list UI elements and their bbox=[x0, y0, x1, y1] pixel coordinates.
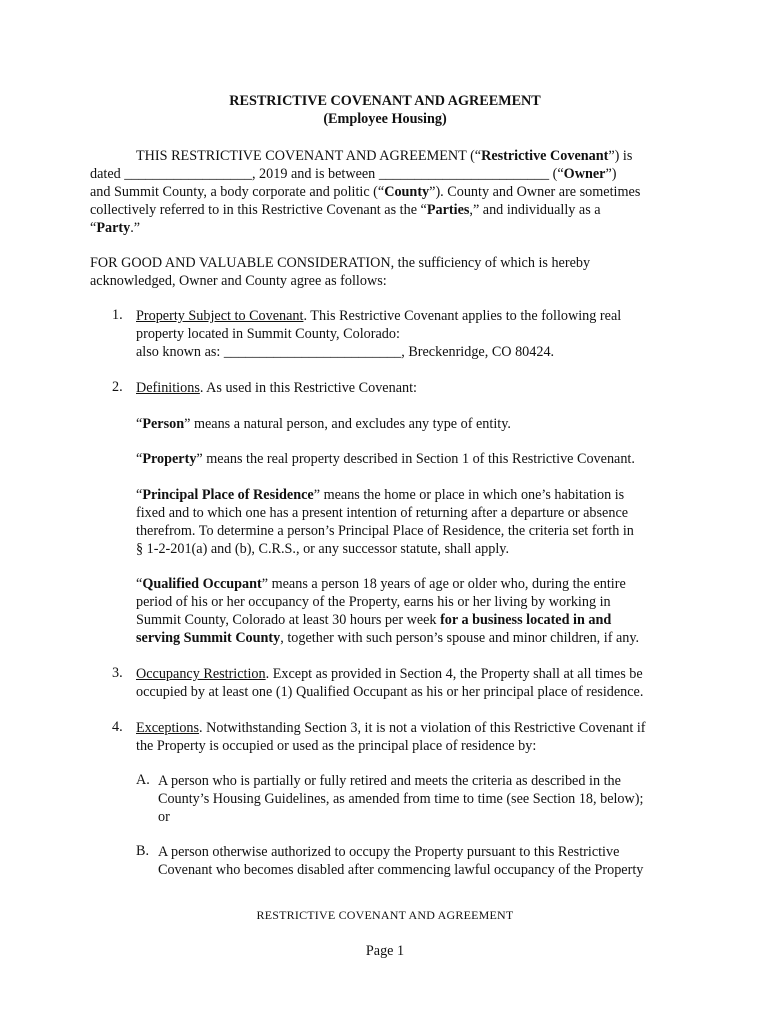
definition-person: “Person” means a natural person, and excludes any type of entity. bbox=[136, 416, 511, 432]
page-number: Page 1 bbox=[365, 943, 405, 959]
definition-property: “Property” means the real property described in Section 1 of this Restrictive Covenant. bbox=[136, 451, 635, 467]
section-1: Property Subject to Covenant. This Restrictive Covenant applies to the following real property located in Summit County, Colorado: also known as: _________________________, Breckenridge, CO 80424. bbox=[136, 308, 622, 360]
section-4-heading: Exceptions bbox=[136, 720, 200, 736]
section-3-number: 3. bbox=[112, 665, 123, 681]
exception-a: A person who is partially or fully retired and meets the criteria as described in the County’s Housing Guidelines, as amended from time to time (see Section 18, below); or bbox=[158, 773, 644, 825]
definition-principal-place-of-residence: “Principal Place of Residence” means the home or place in which one’s habitation is fixed and to which one has a present intention of returning after a departure or absence therefrom. To determine a person’s Principal Place of Residence, the criteria set forth in § 1-2-201(a) and (b), C.R.S., or any successor statute, shall apply. bbox=[136, 487, 634, 557]
intro-paragraph: THIS RESTRICTIVE COVENANT AND AGREEMENT (“Restrictive Covenant”) is dated __________________, 2019 and is between ________________________ (“Owner”) and Summit County, a body corporate and politic (“County”). County and Owner are sometimes collectively referred to in this Restrictive Covenant as the “Parties,” and individually as a “Party.” bbox=[90, 148, 641, 236]
section-1-number: 1. bbox=[112, 307, 123, 323]
section-3: Occupancy Restriction. Except as provided in Section 4, the Property shall at all times be occupied by at least one (1) Qualified Occupant as his or her principal place of residence. bbox=[136, 666, 644, 700]
section-2-number: 2. bbox=[112, 379, 123, 395]
section-4-number: 4. bbox=[112, 719, 123, 735]
definition-qualified-occupant: “Qualified Occupant” means a person 18 years of age or older who, during the entire period of his or her occupancy of the Property, earns his or her living by working in Summit County, Colorado at least 30 hours per week for a business located in and serving Summit County, together with such person’s spouse and minor children, if any. bbox=[136, 576, 640, 646]
exception-b: A person otherwise authorized to occupy the Property pursuant to this Restrictive Covenant who becomes disabled after commencing lawful occupancy of the Property bbox=[158, 844, 644, 878]
section-2-heading: Definitions bbox=[136, 380, 200, 396]
page-footer: RESTRICTIVE COVENANT AND AGREEMENT bbox=[256, 908, 514, 922]
consideration-paragraph: FOR GOOD AND VALUABLE CONSIDERATION, the sufficiency of which is hereby acknowledged, Owner and County agree as follows: bbox=[90, 255, 591, 289]
document-title: RESTRICTIVE COVENANT AND AGREEMENT bbox=[229, 93, 541, 109]
section-2: Definitions. As used in this Restrictive Covenant: bbox=[136, 380, 417, 396]
document-subtitle: (Employee Housing) bbox=[323, 111, 447, 127]
section-4: Exceptions. Notwithstanding Section 3, it is not a violation of this Restrictive Covenant if the Property is occupied or used as the principal place of residence by: bbox=[136, 720, 646, 754]
exception-a-letter: A. bbox=[136, 772, 150, 788]
exception-b-letter: B. bbox=[136, 843, 150, 859]
section-3-heading: Occupancy Restriction bbox=[136, 666, 266, 682]
section-1-heading: Property Subject to Covenant bbox=[136, 308, 304, 324]
